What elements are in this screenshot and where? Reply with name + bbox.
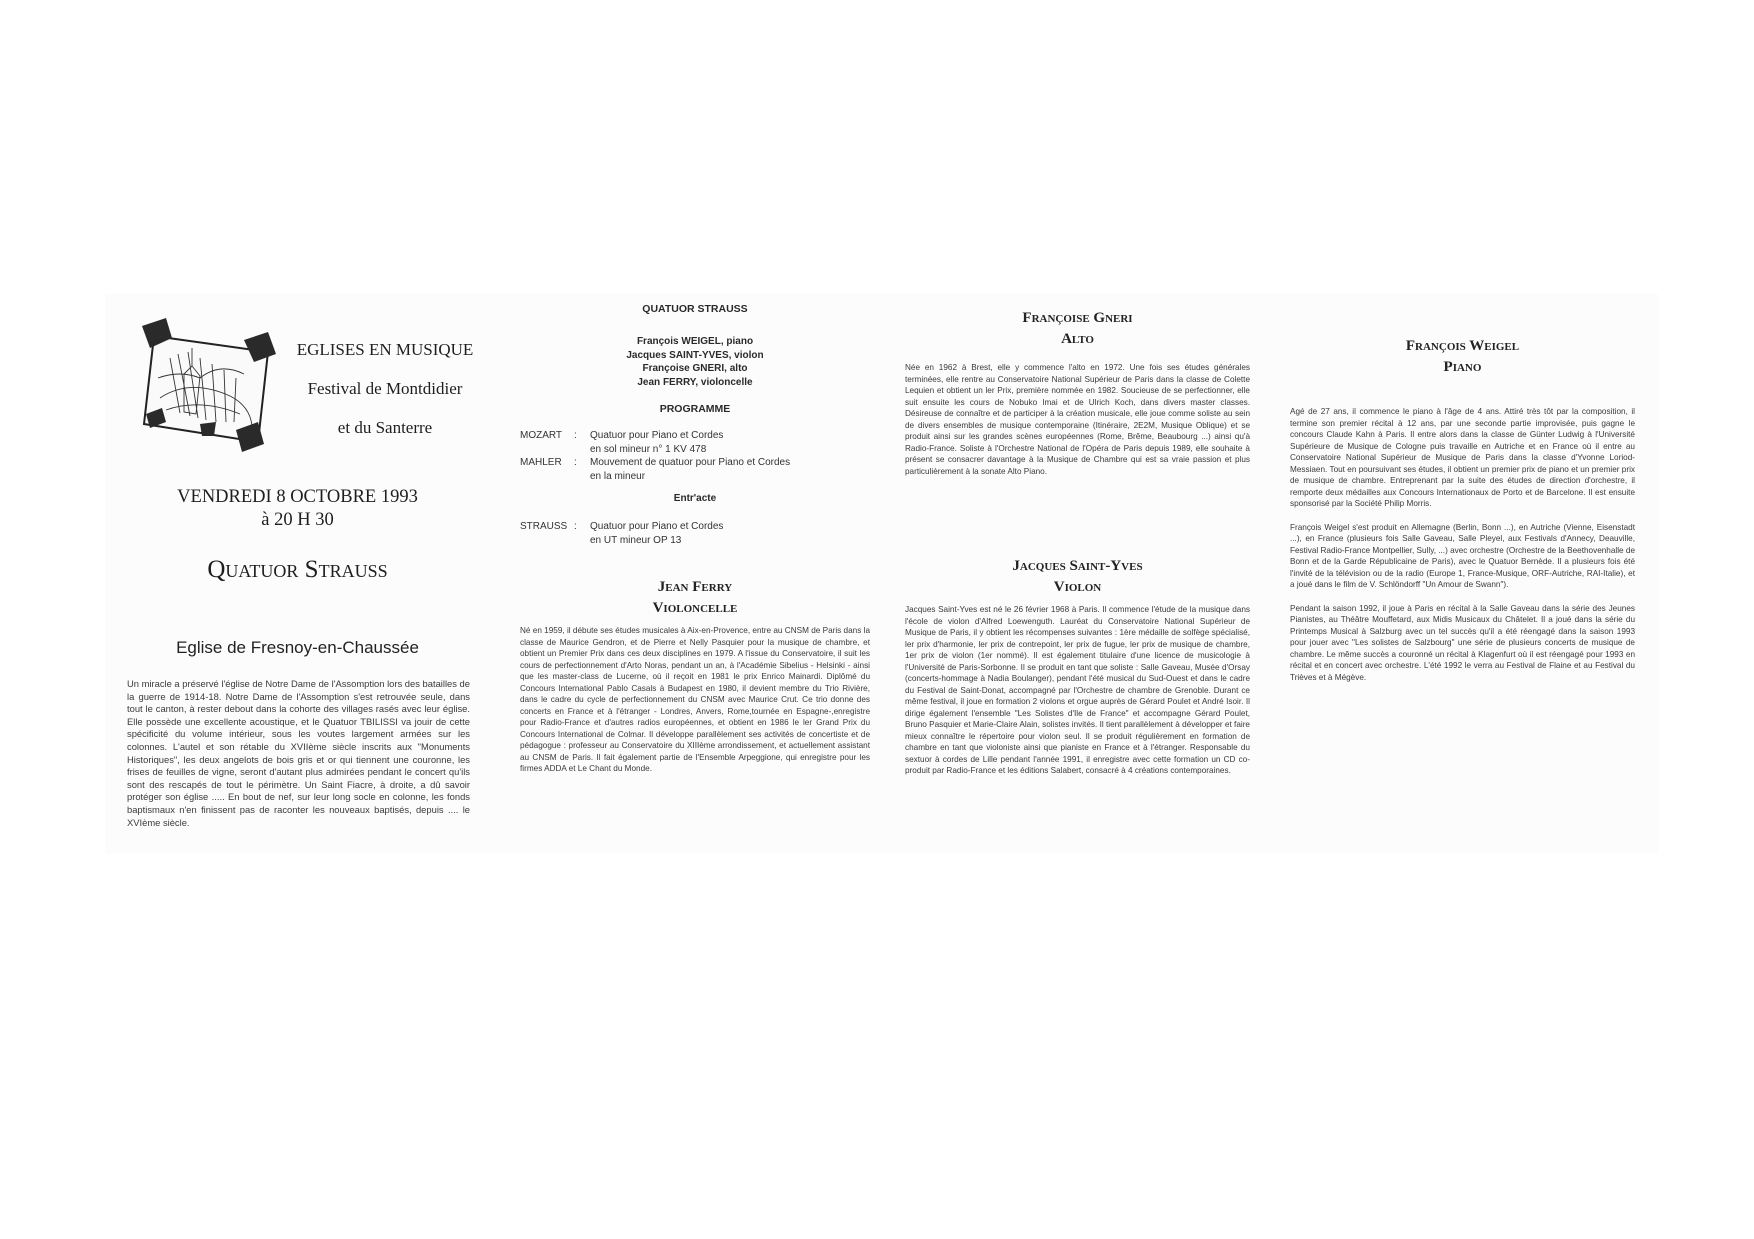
member-piano: François WEIGEL, piano bbox=[636, 336, 754, 347]
bio-name: Françoise Gneri bbox=[1022, 310, 1133, 326]
church-logo-illustration bbox=[140, 318, 278, 452]
bio-text: Né en 1959, il débute ses études musicales à Aix-en-Provence, entre au CNSM de Paris dans la classe de Maurice Gendron, et de Pierre et Nelly Pasquier pour la musique de chambre, et obtient un Premier Prix dans ces deux disciplines en 1979. A l'issue du Conservatoire, il suit les cours de perfectionnement d'Arto Noras, pendant un an, à l'Académie Sibelius - Helsinki - ainsi que les master-class de Lucerne, où il reçoit en 1981 le prix Enrico Mainardi. Diplômé du Concours International Pablo Casals à Budapest en 1980, il devient membre du Trio Rivière, dans le cadre du cycle de perfectionnement du CNSM avec Maurice Crut. Ce trio donne des concerts en France et à l'étranger - Londres, Anvers, Rome,tournée en Espagne-,enregistre pour Radio-France et d'autres radios européennes, et obtient en 1986 le ler Grand Prix du Concours International de Colmar. Il développe parallèlement ses activités de concertiste et de pédagogue : professeur au Conservatoire du XIIIème arrondissement, et actuellement assistant au CNSM de Paris. Il fait également partie de l'Ensemble Arpeggione, qui enregistre pour les firmes ADDA et Le Chant du Monde. bbox=[520, 626, 870, 773]
quartet-heading: QUATUOR STRAUSS bbox=[642, 303, 748, 315]
bio-paragraph: Pendant la saison 1992, il joue à Paris en récital à la Salle Gaveau dans la série des Jeunes Pianistes, au Théâtre Mouffetard, aux Midis Musicaux du Châtelet. Il a joué dans la série du Printemps Musical à Salzburg avec un tel succès qu'il a été réengagé dans la saison 1993 pour jouer avec "Les solistes de Salzbourg" une série de plusieurs concerts de musique de chambre. Le même succès a couronné un récital à Klagenfurt où il est réengagé pour 1993 en récital et en concert avec orchestre. L'été 1992 le verra au Festival de Flaine et au Festival du Trièves et à Mégève. bbox=[1290, 603, 1635, 682]
bio-instrument: Alto bbox=[1061, 331, 1094, 347]
composer: MAHLER bbox=[520, 457, 562, 468]
work-key: en sol mineur n° 1 KV 478 bbox=[590, 443, 707, 455]
bio-paragraph: Agé de 27 ans, il commence le piano à l'âge de 4 ans. Attiré très tôt par la composition, il termine son premier récital à 12 ans, par une seconde partie improvisée, puis gagne le concours Claude Kahn à Paris. Il entre alors dans la classe de Günter Ludwig à l'Université Supérieure de Musique de Cologne puis travaille en Autriche et en France où il entre au Conservatoire National Supérieur de Musique de Paris dans la classe d'Yvonne Loriod-Messiaen. Tout en poursuivant ses études, il obtient un premier prix de piano et un premier prix de musique de chambre. Entreprenant par la suite des études de direction d'orchestre, il remporte deux médailles aux Concours Internationaux de Porto et de Barcelone. Il est ensuite sponsorisé par la Société Philip Morris. bbox=[1290, 407, 1635, 508]
bio-paragraph: François Weigel s'est produit en Allemagne (Berlin, Bonn ...), en Autriche (Vienne, Eisenstadt ...), en France (plusieurs fois Salle Gaveau, Salle Pleyel, aux Festivals d'Annecy, Deauville, Festival Radio-France Montpellier, Sully, ...) avec orchestre (Orchestre de la Beethovenhalle de Bonn et de la Garde Républicaine de Paris), avec le Quatuor Bernède. Il a plusieurs fois été l'invité de la télévision ou de la radio (Europe 1, France-Musique, ORF-Autriche, RAI-Italie), et a joué dans le film de V. Schlöndorff "Un Amour de Swann"). bbox=[1290, 522, 1635, 589]
interval-label: Entr'acte bbox=[673, 493, 717, 504]
bio-text: Née en 1962 à Brest, elle y commence l'alto en 1972. Une fois ses études générales terminées, elle rentre au Conservatoire National Supérieur de Paris dans la classe de Colette Lequien et obtient un ler Prix, première nommée en 1982. Soucieuse de se perfectionner, elle suit ensuite les cours de Nobuko Imai et de Ulrich Koch, dans divers master classes. Désireuse de connaître et de participer à la création musicale, elle joue comme soliste au sein de divers ensembles de musique contemporaine (Itinéraire, 2E2M, Musique Oblique) et se produit ainsi sur les grandes scènes européennes (Rome, Brême, Beaubourg ...) ainsi qu'à Radio-France. Soliste à l'Orchestre National de l'Opéra de Paris depuis 1989, elle souhaite à présent se consacrer davantage à la Musique de Chambre qui est sa vraie passion et plus particulièrement à la sonate Alto Piano. bbox=[905, 363, 1250, 476]
event-time: à 20 H 30 bbox=[261, 510, 334, 530]
programme-item: MOZART : Quatuor pour Piano et Cordes en sol mineur n° 1 KV 478 bbox=[520, 429, 870, 456]
programme-column bbox=[520, 303, 870, 775]
composer: MOZART bbox=[520, 430, 563, 441]
bio-weigel bbox=[1290, 336, 1635, 683]
quartet-members bbox=[520, 335, 870, 389]
church-description: Un miracle a préservé l'église de Notre Dame de l'Assomption lors des batailles de la guerre de 1914-18. Notre Dame de l'Assomption s'est retrouvée seule, dans tout le canton, à rester debout dans la cohorte des villages rasés avec leur église. Elle possède une excellente acoustique, et le Quatuor TBILISSI va jouir de cette spécificité du volume intérieur, sous les voutes largement armées sur les colonnes. L'autel et son rétable du XVIIème siècle inscrits aux "Monuments Historiques", les deux angelots de bois gris et or qui tiennent une couronne, les frises de feuilles de vigne, seront d'autant plus admirées pendant le concert qu'ils sont des rescapés de tout le périmètre. Un Saint Fiacre, à droite, a dû savoir protéger son église ..... En bout de nef, sur leur long socle en colonne, les fonds baptismaux n'en finissent pas de raconter les nouveaux baptisés, depuis .... le XVIème siècle. bbox=[127, 678, 470, 828]
festival-subtitle: Festival de Montdidier bbox=[307, 379, 463, 398]
bio-saint-yves bbox=[905, 556, 1250, 777]
festival-header bbox=[280, 330, 490, 447]
event-date-block bbox=[120, 486, 475, 532]
bio-instrument: Violoncelle bbox=[652, 600, 738, 616]
member-violin: Jacques SAINT-YVES, violon bbox=[626, 349, 764, 361]
ensemble-title: Quatuor Strauss bbox=[207, 556, 388, 583]
festival-region: et du Santerre bbox=[337, 418, 433, 437]
work-title: Quatuor pour Piano et Cordes bbox=[590, 521, 724, 532]
bio-instrument: Violon bbox=[1053, 579, 1102, 595]
programme-heading: PROGRAMME bbox=[659, 403, 731, 415]
church-title: Eglise de Fresnoy-en-Chaussée bbox=[176, 638, 419, 657]
bio-ferry bbox=[520, 577, 870, 775]
programme-item: MAHLER : Mouvement de quatuor pour Piano et Cordes en la mineur bbox=[520, 456, 870, 483]
work-key: en la mineur bbox=[590, 470, 646, 482]
bio-name: François Weigel bbox=[1405, 338, 1520, 354]
bio-text: Jacques Saint-Yves est né le 26 février 1968 à Paris. Il commence l'étude de la musique dans l'école de violon d'Alfred Loewenguth. Lauréat du Conservatoire National Supérieur de Musique de Paris, il y obtient les récompenses suivantes : 1ère médaille de solfège spécialisé, ler prix d'harmonie, ler prix de contrepoint, ler prix de fugue, ler prix de musique de chambre, 1er prix de violon (1er nommé). Il est également titulaire d'une licence de musicologie à l'Université de Paris-Sorbonne. Il se produit en tant que soliste : Salle Gaveau, Musée d'Orsay (concerts-hommage à Nadia Boulanger), pendant l'été musical du Sud-Ouest et dans le cadre du Festival de Saint-Donat, accompagné par l'Orchestre de chambre de Grenoble. Durant ce même festival, il joue en formation 2 violons et orgue auprès de Gérard Poulet et André Isoir. Il dirige également l'ensemble "Les Solistes d'Ile de France" et accompagne Gérard Poulet, Bruno Pasquier et Marie-Claire Alain, solistes invités. Il tient parallèlement à développer et faire mieux connaître le répertoire pour violon seul. Il se produit régulièrement en formation de chambre en tant que violoniste ainsi que pianiste en France et à l'étranger. Responsable du sextuor à cordes de Lille pendant l'année 1991, il enregistre avec cette formation un CD co-produit par Radio-France et les éditions Salabert, consacré à 4 créations contemporaines. bbox=[905, 605, 1250, 775]
work-title: Quatuor pour Piano et Cordes bbox=[590, 430, 724, 441]
bio-gneri bbox=[905, 308, 1250, 477]
bio-name: Jacques Saint-Yves bbox=[1012, 558, 1143, 574]
event-date: VENDREDI 8 OCTOBRE 1993 bbox=[177, 487, 418, 507]
programme-item: STRAUSS : Quatuor pour Piano et Cordes en UT mineur OP 13 bbox=[520, 520, 870, 547]
festival-name: EGLISES EN MUSIQUE bbox=[296, 340, 474, 359]
member-cello: Jean FERRY, violoncelle bbox=[637, 376, 753, 388]
work-key: en UT mineur OP 13 bbox=[590, 534, 682, 546]
bio-instrument: Piano bbox=[1443, 359, 1482, 375]
bio-name: Jean Ferry bbox=[657, 579, 733, 595]
composer: STRAUSS bbox=[520, 521, 568, 532]
work-title: Mouvement de quatuor pour Piano et Cordes bbox=[590, 457, 791, 468]
member-viola: Françoise GNERI, alto bbox=[642, 363, 748, 374]
